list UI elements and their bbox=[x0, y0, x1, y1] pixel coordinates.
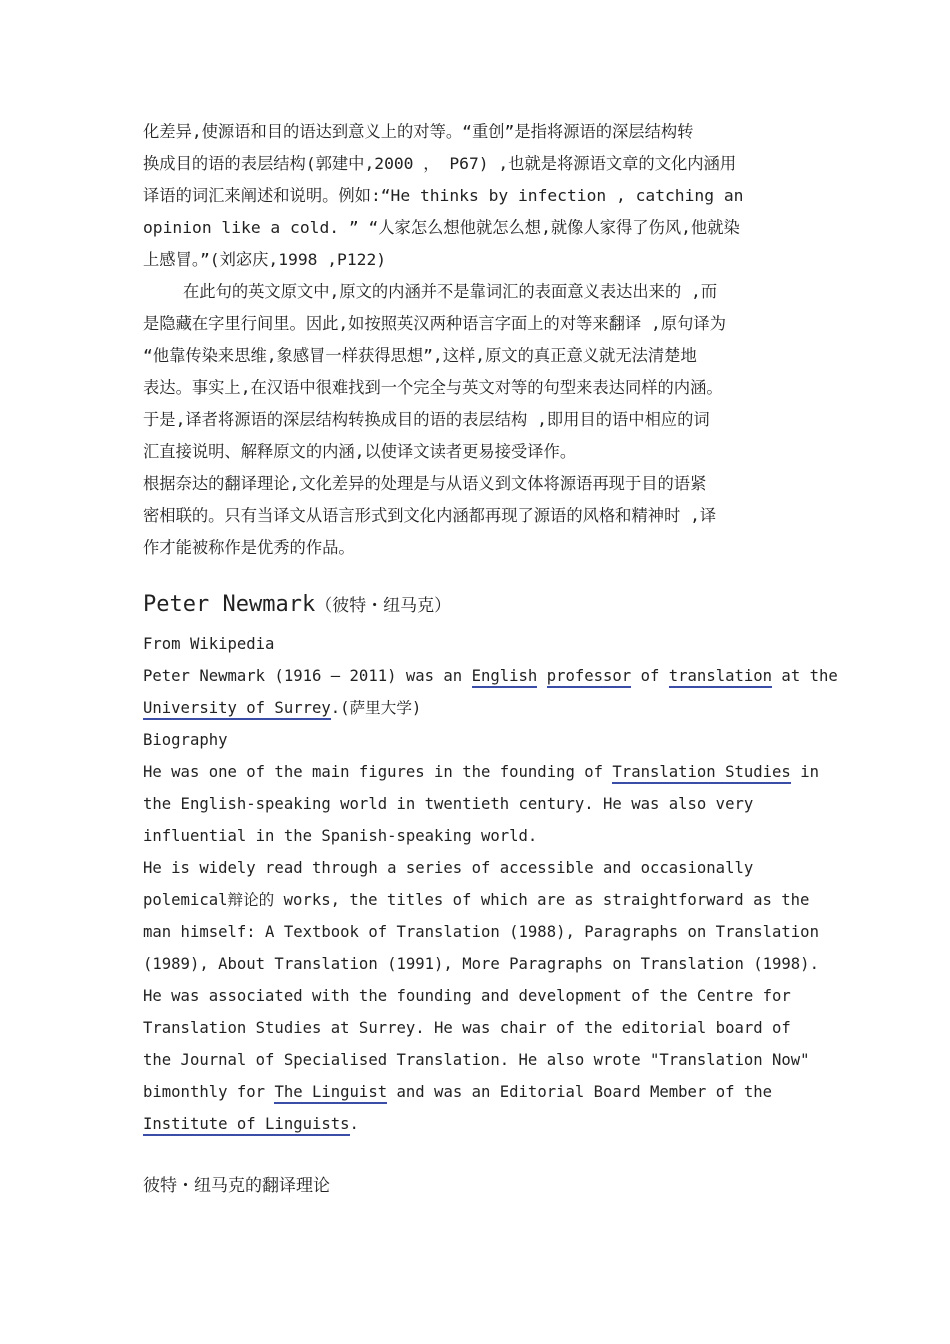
text-line: 化差异,使源语和目的语达到意义上的对等。“重创”是指将源语的深层结构转 bbox=[143, 122, 694, 141]
bio-line: He was associated with the founding and development of the Centre for bbox=[143, 987, 791, 1005]
bio-line: Translation Studies at Surrey. He was chair of the editorial board of bbox=[143, 1019, 791, 1037]
text-line: opinion like a cold. ” “人家怎么想他就怎么想,就像人家得了伤风,他就染 bbox=[143, 218, 740, 237]
text-line: 于是,译者将源语的深层结构转换成目的语的表层结构 ,即用目的语中相应的词 bbox=[143, 410, 710, 429]
link-institute-of-linguists[interactable]: Institute of Linguists bbox=[143, 1115, 350, 1136]
intro-text: Peter Newmark (1916 – 2011) was an bbox=[143, 667, 472, 685]
intro-at-the: at the bbox=[772, 667, 838, 685]
university-chinese-name: .(萨里大学) bbox=[330, 699, 422, 717]
bio-text: He was one of the main figures in the founding of bbox=[143, 763, 613, 781]
bio-line bbox=[143, 1108, 811, 1140]
bio-text: in bbox=[790, 763, 819, 781]
intro-line-2 bbox=[143, 692, 811, 724]
bio-text: . bbox=[349, 1115, 359, 1133]
text-line: 密相联的。只有当译文从语言形式到文化内涵都再现了源语的风格和精神时 ,译 bbox=[143, 506, 717, 525]
chinese-paragraph-2 bbox=[143, 276, 811, 468]
bio-line: man himself: A Textbook of Translation (1988), Paragraphs on Translation bbox=[143, 923, 819, 941]
bio-line bbox=[143, 1076, 811, 1108]
source-line: From Wikipedia bbox=[143, 635, 275, 653]
bio-line: the English-speaking world in twentieth century. He was also very bbox=[143, 795, 754, 813]
link-translation[interactable]: translation bbox=[669, 667, 772, 688]
bio-line: influential in the Spanish-speaking world. bbox=[143, 827, 538, 845]
text-line: 换成目的语的表层结构(郭建中,2000 ， P67) ,也就是将源语文章的文化内涵用 bbox=[143, 154, 737, 173]
chinese-paragraph-3 bbox=[143, 468, 811, 564]
bio-text: and was an Editorial Board Member of the bbox=[387, 1083, 773, 1101]
chinese-paragraph-1 bbox=[143, 116, 811, 276]
section-title: 彼特・纽马克的翻译理论 bbox=[143, 1176, 330, 1196]
text-line: 根据奈达的翻译理论,文化差异的处理是与从语义到文体将源语再现于目的语紧 bbox=[143, 474, 707, 493]
link-translation-studies[interactable]: Translation Studies bbox=[612, 763, 790, 784]
text-line: 表达。事实上,在汉语中很难找到一个完全与英文对等的句型来表达同样的内涵。 bbox=[143, 378, 723, 397]
link-english[interactable]: English bbox=[472, 667, 538, 688]
heading-english: Peter Newmark bbox=[143, 592, 316, 617]
biography-label: Biography bbox=[143, 731, 228, 749]
bio-line bbox=[143, 756, 819, 788]
link-university-of-surrey[interactable]: University of Surrey bbox=[143, 699, 331, 720]
text-line: 上感冒。”(刘宓庆,1998 ,P122) bbox=[143, 250, 387, 269]
heading-chinese: （彼特・纽马克） bbox=[315, 596, 452, 616]
intro-of: of bbox=[631, 667, 669, 685]
intro-line-1 bbox=[143, 660, 838, 692]
bio-line: (1989), About Translation (1991), More Paragraphs on Translation (1998). bbox=[143, 955, 819, 973]
text-line: 是隐藏在字里行间里。因此,如按照英汉两种语言字面上的对等来翻译 ,原句译为 bbox=[143, 314, 726, 333]
text-line: “他靠传染来思维,象感冒一样获得思想”,这样,原文的真正意义就无法清楚地 bbox=[143, 346, 697, 365]
bio-line: the Journal of Specialised Translation. He also wrote "Translation Now" bbox=[143, 1051, 810, 1069]
link-the-linguist[interactable]: The Linguist bbox=[274, 1083, 387, 1104]
link-professor[interactable]: professor bbox=[547, 667, 632, 688]
text-line: 译语的词汇来阐述和说明。例如:“He thinks by infection , catching an bbox=[143, 186, 744, 205]
bio-line: polemical辩论的 works, the titles of which are as straightforward as the bbox=[143, 891, 810, 909]
text-line: 作才能被称作是优秀的作品。 bbox=[143, 538, 355, 557]
text-line: 汇直接说明、解释原文的内涵,以使译文读者更易接受译作。 bbox=[143, 442, 577, 461]
wikipedia-excerpt bbox=[143, 628, 838, 1140]
bio-line: He is widely read through a series of accessible and occasionally bbox=[143, 859, 754, 877]
text-line: 在此句的英文原文中,原文的内涵并不是靠词汇的表面意义表达出来的 ,而 bbox=[183, 282, 718, 301]
section-heading bbox=[143, 585, 451, 626]
bio-text: bimonthly for bbox=[143, 1083, 275, 1101]
